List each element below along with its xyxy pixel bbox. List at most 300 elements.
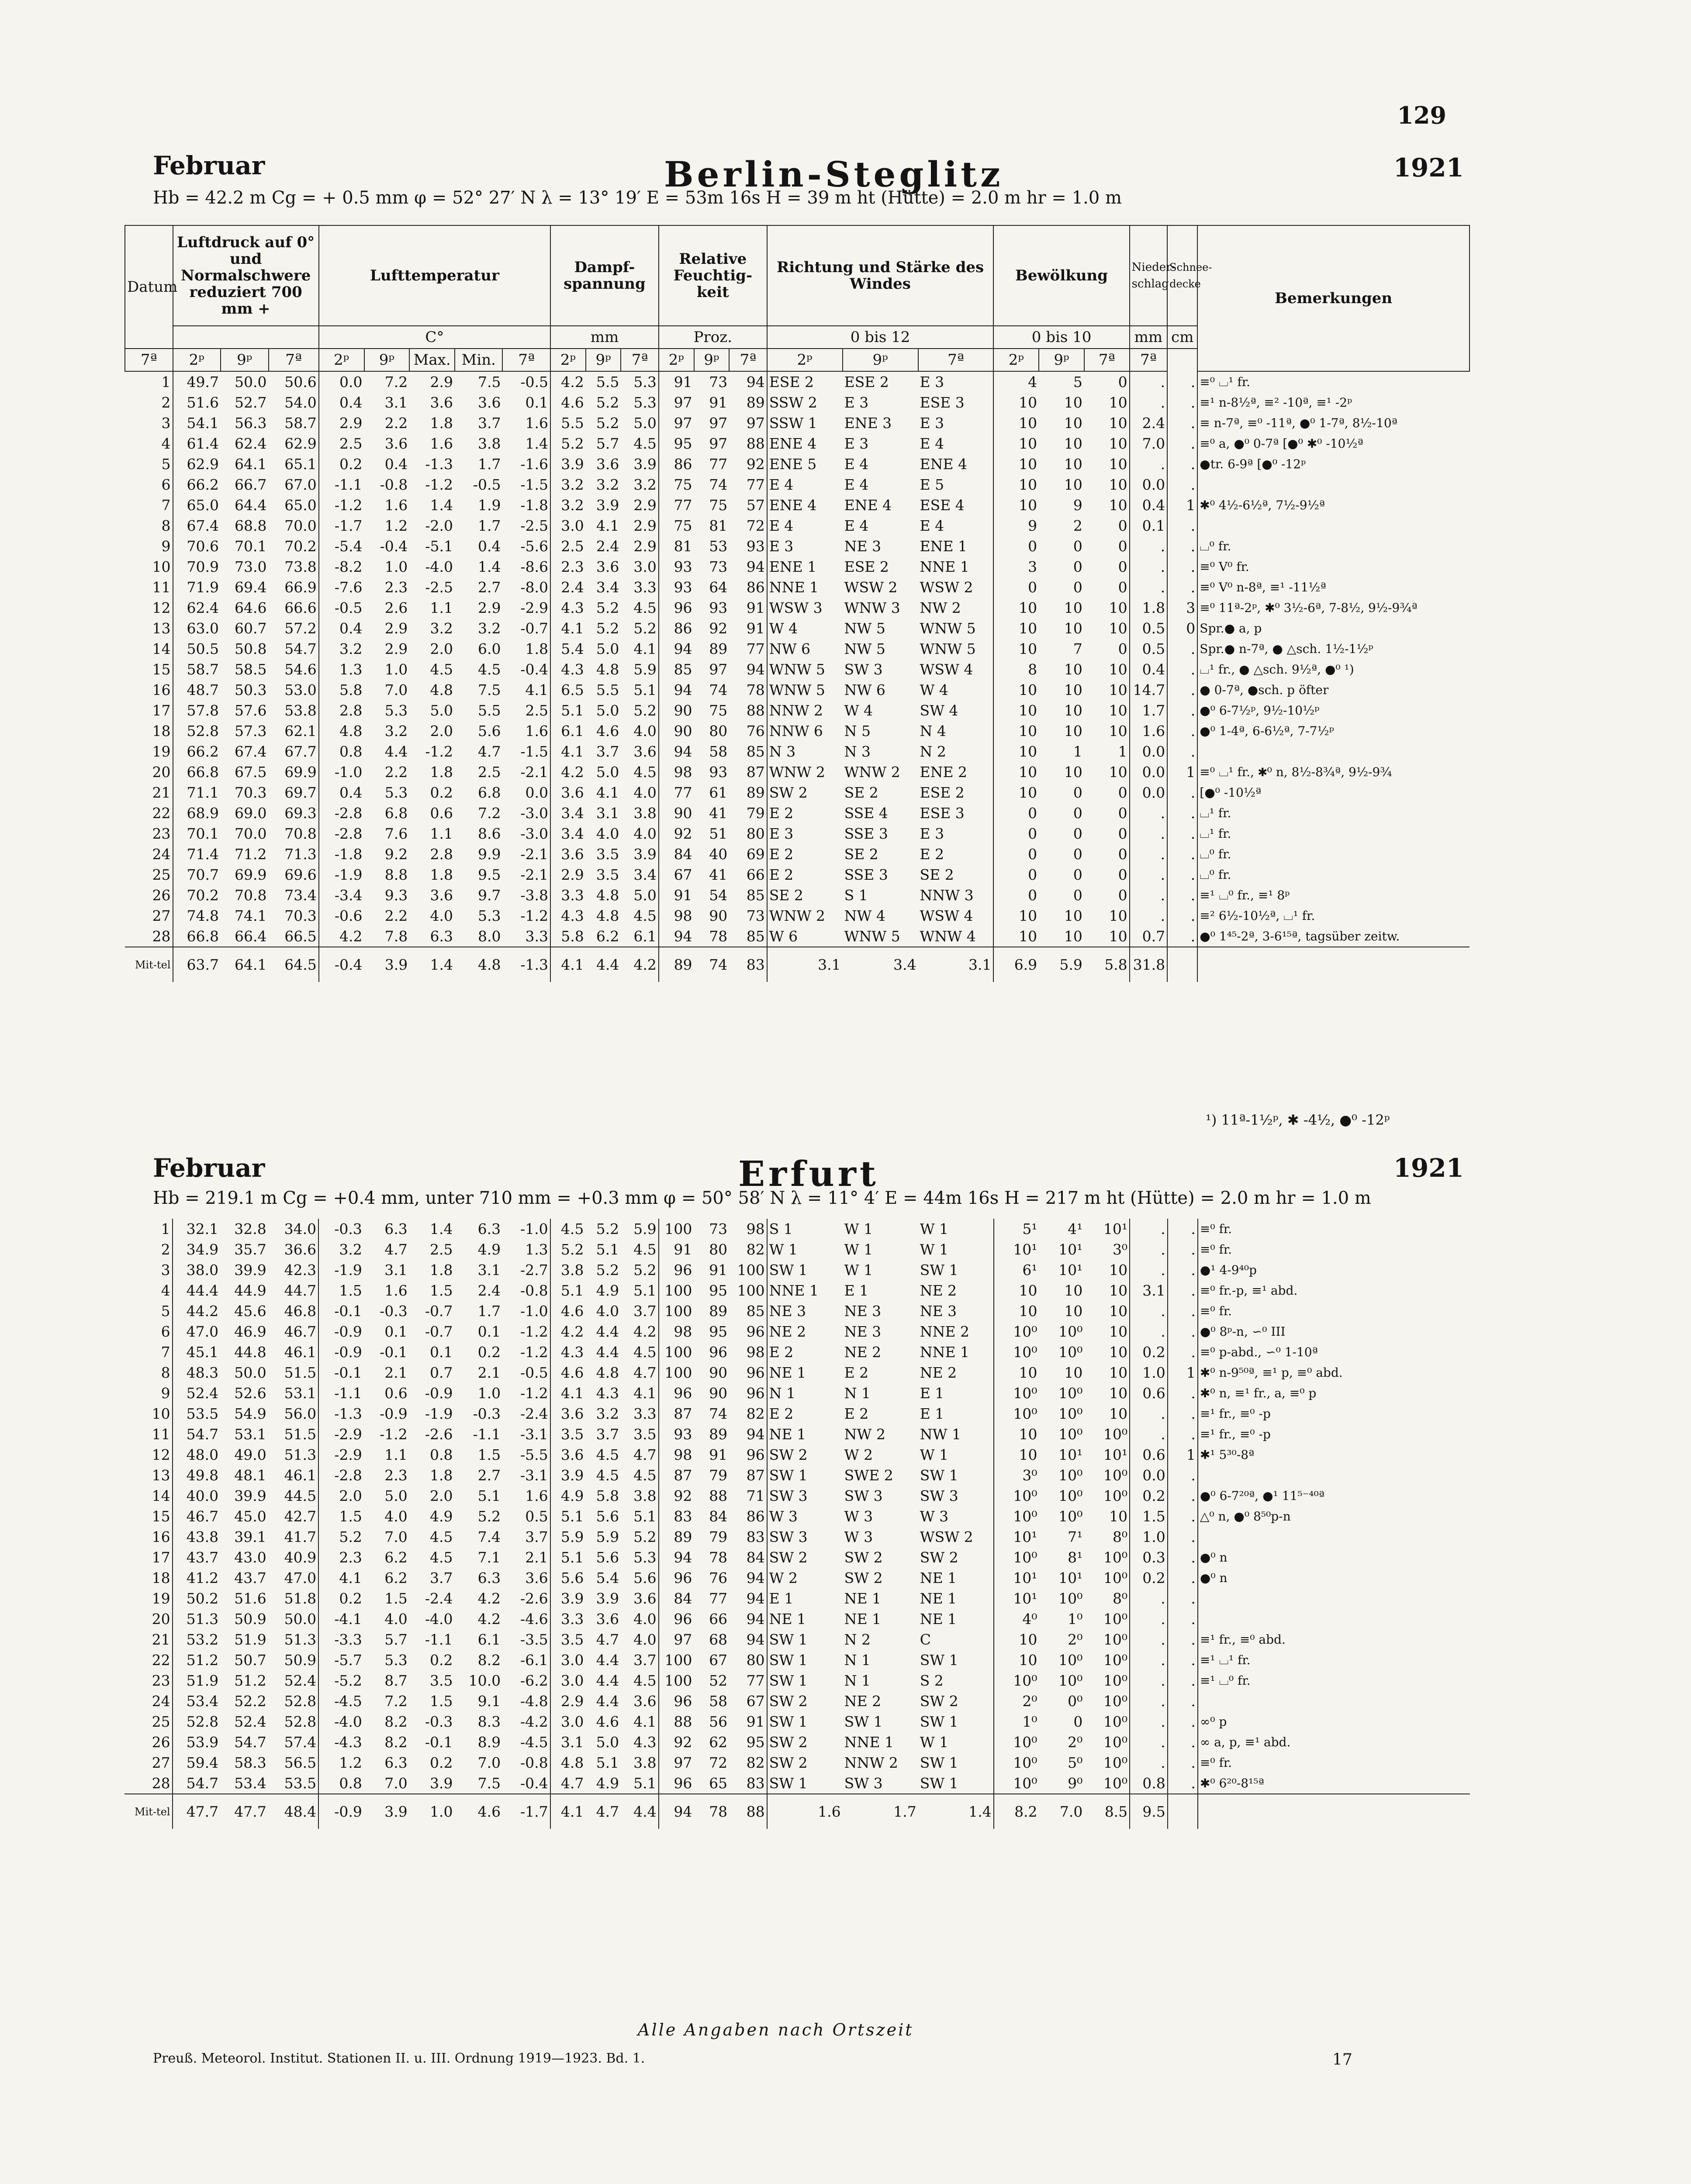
day-cell: 3 [161,1261,170,1279]
value-cell: 0.2 [1130,1568,1168,1588]
value-cell: 10⁰ [1058,1385,1083,1402]
remark-cell: ≡⁰ fr. [1198,1752,1470,1773]
value-cell: 2.5 [525,702,549,719]
value-cell: NNE 2 [920,1323,970,1340]
value-cell: 46.1 [284,1467,317,1484]
value-cell: 10 [993,392,1039,413]
value-cell: . [1168,1321,1198,1342]
value-cell: 4.1 [633,1385,657,1402]
value-cell: 3 [993,556,1039,577]
value-cell: 7 [1073,640,1082,657]
day-cell: 4 [161,435,171,452]
value-cell: 91 [659,885,694,905]
day-cell: 4 [161,1282,170,1299]
day-cell: 5 [161,456,171,473]
value-cell: . [1167,926,1197,947]
value-cell: 2.4 [596,538,619,555]
value-cell: -1.1 [473,1426,501,1443]
value-cell: 69.7 [284,784,317,801]
section1-month: Februar [153,151,265,180]
value-cell: 90 [659,700,694,721]
value-cell: 10 [1064,764,1082,781]
mittel-label: Mit-tel [125,947,173,982]
value-cell: -0.1 [425,1734,453,1751]
value-cell: 4.4 [384,743,408,760]
value-cell: 70.6 [173,536,221,556]
remark-cell: ⌴¹ fr. [1197,823,1470,844]
value-cell: 69.9 [284,764,317,781]
value-cell: 49.8 [173,1465,221,1486]
value-cell: 56.5 [284,1754,317,1771]
value-cell: 94 [659,741,694,762]
value-cell: -1.2 [520,1323,548,1340]
remark-cell: Spr.● a, p [1197,618,1470,639]
value-cell: -8.2 [319,556,364,577]
value-cell: 2.5 [550,536,586,556]
value-cell: 86 [746,1508,765,1525]
value-cell: 4.5 [633,1467,657,1484]
time-subheader: 9ᵖ [843,349,918,371]
value-cell: 0.2 [318,1588,364,1609]
table-row [124,1732,1470,1752]
value-cell: 85 [746,887,765,904]
mittel-value: 89 [659,947,694,982]
value-cell: 4.1 [596,517,619,534]
value-cell: 2.9 [430,373,453,390]
value-cell: NW 1 [920,1426,961,1443]
value-cell: 2.2 [384,415,408,432]
value-cell: 1.8 [430,866,453,883]
value-cell: 77 [709,456,728,473]
value-cell: 45.0 [234,1508,266,1525]
value-cell: 7.2 [478,805,501,822]
value-cell: 61 [709,784,728,801]
value-cell: 3.6 [430,887,453,904]
value-cell: . [1130,1711,1168,1732]
mittel-value: 4.4 [586,947,621,982]
value-cell: 88 [746,702,765,719]
value-cell: E 2 [920,846,944,863]
value-cell: 100 [737,1282,765,1299]
day-cell: 7 [161,1344,170,1361]
value-cell: 59.4 [173,1752,221,1773]
value-cell: 0.8 [319,741,364,762]
value-cell: 1 [1168,1362,1198,1383]
value-cell: 5.6 [478,722,501,740]
table-row [124,1773,1470,1794]
value-cell: 2.1 [477,1364,501,1381]
value-cell: -2.8 [319,823,364,844]
value-cell: NE 1 [844,1590,882,1607]
table-row [125,454,1470,474]
section1-station-title: Berlin-Steglitz [664,154,1004,195]
value-cell: SW 1 [844,1713,883,1730]
value-cell: 10 [1109,702,1127,719]
value-cell: W 1 [920,1220,949,1237]
value-cell: 1.6 [430,435,453,452]
value-cell: 98 [659,1321,694,1342]
value-cell: 73 [709,1220,728,1237]
value-cell: . [1130,577,1167,598]
value-cell: 73 [746,907,765,924]
day-cell: 11 [152,579,171,596]
value-cell: NE 2 [844,1344,882,1361]
value-cell: ENE 1 [767,556,843,577]
value-cell: 0.2 [1130,1342,1168,1362]
value-cell: 3.9 [550,1465,586,1486]
value-cell: 39.9 [234,1261,266,1279]
remark-cell: ≡¹ fr., ≡⁰ abd. [1198,1629,1470,1650]
value-cell: 5.8 [596,1487,619,1504]
value-cell: ESE 2 [844,373,889,390]
value-cell: SW 1 [767,1260,843,1280]
value-cell: 0.7 [1130,926,1167,947]
value-cell: 65.1 [284,456,317,473]
value-cell: 48.0 [173,1444,221,1465]
value-cell: SW 2 [767,1547,843,1568]
value-cell: E 3 [844,435,869,452]
value-cell: E 3 [920,825,944,842]
value-cell: 1.5 [318,1506,364,1527]
value-cell: 44.5 [284,1487,317,1504]
value-cell: 91 [659,371,694,392]
value-cell: 0 [1118,558,1127,575]
value-cell: 1⁰ [994,1711,1039,1732]
value-cell: 0 [1167,618,1197,639]
value-cell: 10⁰ [994,1670,1039,1691]
value-cell: . [1167,741,1197,762]
value-cell: 0 [1118,538,1127,555]
value-cell: -1.2 [520,1385,548,1402]
value-cell: -1.9 [425,1405,453,1422]
remark-cell: ≡⁰ fr.-p, ≡¹ abd. [1198,1280,1470,1301]
value-cell: 3.2 [550,495,586,515]
value-cell: 10 [1064,599,1082,616]
value-cell: 10 [993,700,1039,721]
value-cell: 10⁰ [1103,1693,1128,1710]
value-cell: 86 [659,618,694,639]
value-cell: 4.5 [633,907,657,924]
mittel-value: 3.1 [767,947,843,982]
value-cell: 4.8 [550,1752,586,1773]
value-cell: 10⁰ [994,1383,1039,1403]
value-cell: 10⁰ [994,1321,1039,1342]
value-cell: . [1167,700,1197,721]
value-cell: 5.1 [633,1775,657,1792]
value-cell: 10 [993,454,1039,474]
value-cell: 0 [993,577,1039,598]
value-cell: 58.7 [173,659,221,680]
value-cell: NNW 2 [767,700,843,721]
value-cell: SW 1 [920,1261,958,1279]
unit-label: cm [1167,326,1197,349]
value-cell: 70.9 [173,556,221,577]
value-cell: 10 [1109,681,1127,698]
value-cell: -1.1 [319,474,364,495]
value-cell: 10 [1109,1364,1128,1381]
value-cell: 1.4 [430,497,453,514]
value-cell: -0.1 [318,1362,364,1383]
value-cell: 5.2 [596,1220,619,1237]
value-cell: 10⁰ [1058,1508,1083,1525]
value-cell: 7.5 [477,1775,501,1792]
value-cell: 0 [1118,887,1127,904]
value-cell: 5.1 [633,681,657,698]
day-cell: 5 [161,1303,170,1320]
value-cell: 46.9 [234,1323,266,1340]
value-cell: 65.0 [173,495,221,515]
value-cell: 1.2 [318,1752,364,1773]
time-subheader: 2ᵖ [319,349,364,371]
value-cell: 3.0 [633,558,657,575]
mittel-value [1198,1794,1470,1829]
value-cell: 0.0 [1130,474,1167,495]
value-cell: 5.2 [633,620,657,637]
value-cell: 40.0 [173,1486,221,1506]
value-cell: 10¹ [1058,1261,1083,1279]
value-cell: -0.9 [425,1385,453,1402]
value-cell: 5.2 [596,415,619,432]
mittel-value: 6.9 [993,947,1039,982]
day-cell: 26 [152,887,171,904]
day-cell: 26 [152,1734,170,1751]
value-cell: 1 [1167,762,1197,782]
value-cell: 7.2 [384,1693,408,1710]
value-cell: 62 [709,1734,728,1751]
value-cell: 2.8 [430,846,453,863]
value-cell: 67.4 [173,515,221,536]
value-cell: -0.9 [318,1342,364,1362]
value-cell: -1.2 [425,743,453,760]
value-cell: 4.5 [430,1549,453,1566]
value-cell: 10 [1064,1364,1083,1381]
value-cell: . [1130,1670,1168,1691]
value-cell: -1.2 [319,495,364,515]
value-cell: NNW 2 [844,1754,898,1771]
value-cell: 87 [746,764,765,781]
value-cell: 5.3 [478,907,501,924]
value-cell: 70.8 [284,825,317,842]
value-cell: -0.8 [380,476,408,493]
value-cell: 88 [659,1711,694,1732]
value-cell: 94 [659,680,694,700]
value-cell: 3.9 [430,1775,453,1792]
value-cell: 2⁰ [1068,1734,1083,1751]
value-cell: 5.0 [596,1734,619,1751]
value-cell: 0.4 [319,618,364,639]
remark-cell: ⌴⁰ fr. [1197,536,1470,556]
value-cell: 0.2 [1130,1486,1168,1506]
value-cell: E 5 [920,476,944,493]
mittel-value: 8.2 [994,1794,1039,1829]
value-cell: 10 [993,762,1039,782]
value-cell: . [1130,885,1167,905]
table-row [125,659,1470,680]
day-cell: 22 [152,1652,170,1669]
value-cell: 67.5 [235,764,267,781]
remark-cell: ⌴¹ fr., ● △sch. 9½ª, ●⁰ ¹) [1197,659,1470,680]
value-cell: 58.7 [284,415,317,432]
value-cell: 50.3 [235,681,267,698]
value-cell: 5.2 [596,599,619,616]
value-cell: 4.8 [596,1364,619,1381]
value-cell: 10 [1109,497,1127,514]
value-cell: -4.3 [318,1732,364,1752]
value-cell: 5.3 [384,784,408,801]
table-row [125,556,1470,577]
value-cell: W 1 [920,1734,949,1751]
value-cell: 4.3 [596,1385,619,1402]
mittel-label: Mit-tel [124,1794,173,1829]
value-cell: 10⁰ [994,1547,1039,1568]
value-cell: 3.1 [1130,1280,1168,1301]
value-cell: -0.6 [319,905,364,926]
value-cell: 89 [746,394,765,411]
value-cell: E 4 [920,517,944,534]
value-cell: . [1167,577,1197,598]
remark-cell: ●⁰ 1-4ª, 6-6½ª, 7-7½ᵖ [1197,721,1470,741]
value-cell: 50.9 [284,1652,317,1669]
value-cell: -4.5 [318,1691,364,1711]
value-cell: -1.5 [520,476,549,493]
day-cell: 27 [152,907,171,924]
value-cell: 89 [746,784,765,801]
value-cell: -0.5 [520,1364,548,1381]
value-cell: 10 [994,1629,1039,1650]
table-row [124,1547,1470,1568]
value-cell: 84 [659,1588,694,1609]
remark-cell: ✱⁰ 6²⁰-8¹⁵ª [1198,1773,1470,1794]
value-cell: 69.9 [235,866,267,883]
value-cell: 5.1 [550,700,586,721]
value-cell: 97 [659,1752,694,1773]
value-cell: 4.0 [633,722,657,740]
value-cell: 47.0 [284,1569,317,1586]
value-cell: 3.9 [550,454,586,474]
value-cell: 10⁰ [1103,1713,1128,1730]
time-subheader: 7ª [729,349,767,371]
value-cell: 10⁰ [1103,1672,1128,1689]
value-cell: 71.4 [173,844,221,864]
value-cell: . [1130,556,1167,577]
value-cell: 34.0 [284,1220,317,1237]
value-cell: -2.8 [319,803,364,823]
remark-cell: ⌴⁰ fr. [1197,864,1470,885]
value-cell: 73.4 [284,887,317,904]
value-cell: 4.0 [430,907,453,924]
value-cell: 8⁰ [1112,1590,1128,1607]
value-cell: 6.2 [384,1569,408,1586]
mittel-value: -0.9 [318,1794,364,1829]
value-cell: 67.7 [284,743,317,760]
value-cell: 10 [993,741,1039,762]
value-cell: -4.0 [318,1711,364,1732]
value-cell: 92 [659,1732,694,1752]
value-cell: 68 [709,1631,728,1648]
value-cell: 5.2 [596,1261,619,1279]
table-row [124,1362,1470,1383]
value-cell: NE 1 [920,1569,957,1586]
value-cell: . [1167,371,1197,392]
table-row [125,680,1470,700]
value-cell: 0 [1118,825,1127,842]
value-cell: . [1130,1321,1168,1342]
value-cell: 80 [746,825,765,842]
value-cell: 90 [659,803,694,823]
value-cell: 44.2 [173,1301,221,1321]
value-cell: S 1 [767,1219,843,1239]
value-cell: 1.0 [1130,1362,1168,1383]
value-cell: 10⁰ [1103,1569,1128,1586]
value-cell: -0.3 [425,1713,453,1730]
value-cell: 73.0 [235,558,267,575]
value-cell: 96 [709,1344,728,1361]
value-cell: 5.2 [633,702,657,719]
value-cell: 66.2 [173,741,221,762]
value-cell: 66.9 [284,579,317,596]
value-cell: 93 [746,538,765,555]
value-cell: 3.5 [430,1672,453,1689]
value-cell: 2.0 [318,1486,364,1506]
value-cell: W 4 [844,702,873,719]
value-cell: 4.4 [596,1693,619,1710]
value-cell: 0.1 [430,1344,453,1361]
value-cell: 5.2 [596,620,619,637]
value-cell: 90 [709,907,728,924]
value-cell: 54.7 [173,1773,221,1794]
value-cell: 77 [709,1590,728,1607]
value-cell: 98 [746,1344,765,1361]
value-cell: 0.4 [1130,659,1167,680]
remark-cell: ✱⁰ n-9⁵⁰ª, ≡¹ p, ≡⁰ abd. [1198,1362,1470,1383]
value-cell: 93 [709,599,728,616]
value-cell: 2.4 [550,577,586,598]
value-cell: -5.7 [318,1650,364,1670]
value-cell: . [1167,844,1197,864]
value-cell: 69.6 [284,866,317,883]
value-cell: -2.0 [425,517,453,534]
remark-cell [1197,515,1470,536]
value-cell: 2.3 [318,1547,364,1568]
value-cell: 0.2 [430,1652,453,1669]
value-cell: 5.8 [319,680,364,700]
value-cell: -3.8 [520,887,549,904]
value-cell: 70.1 [173,823,221,844]
value-cell: 5.0 [633,887,657,904]
value-cell: NE 2 [767,1321,843,1342]
value-cell: 51.9 [173,1670,221,1691]
value-cell: 5.6 [596,1549,619,1566]
table-row [125,885,1470,905]
value-cell: . [1168,1527,1198,1547]
value-cell: 34.9 [173,1239,221,1260]
value-cell: 10⁰ [1058,1323,1083,1340]
value-cell: 91 [659,1239,694,1260]
value-cell: 90 [709,1364,728,1381]
value-cell: 52.8 [173,1711,221,1732]
table-row [124,1280,1470,1301]
value-cell: 97 [709,661,728,678]
value-cell: 4.1 [596,784,619,801]
value-cell: WNW 2 [767,905,843,926]
value-cell: SSW 2 [767,392,843,413]
value-cell: 57 [746,497,765,514]
value-cell: 0 [993,864,1039,885]
value-cell: . [1130,1260,1168,1280]
value-cell: 10 [1109,1405,1128,1422]
value-cell: -8.6 [520,558,549,575]
day-cell: 13 [152,1467,170,1484]
